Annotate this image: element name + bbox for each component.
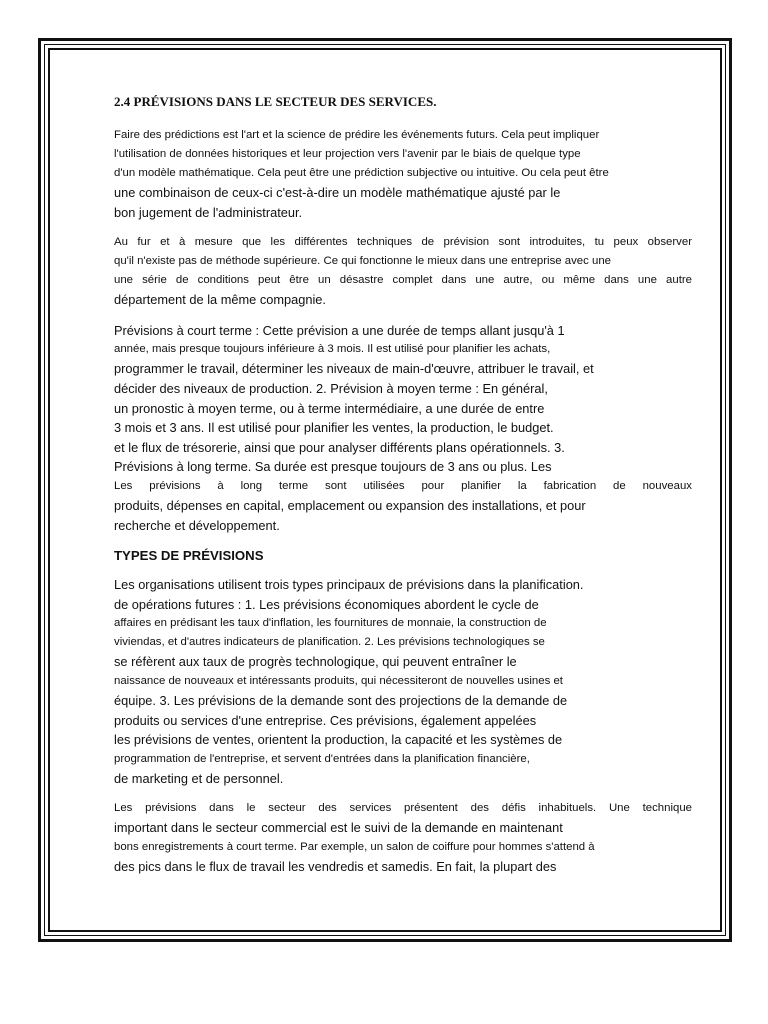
text-line: 3 mois et 3 ans. Il est utilisé pour planifier les ventes, la production, le budget. — [114, 420, 554, 436]
paragraph-types — [114, 575, 692, 788]
page-title: 2.4 PRÉVISIONS DANS LE SECTEUR DES SERVICES. — [114, 94, 437, 109]
text-line: d'un modèle mathématique. Cela peut être une prédiction subjective ou intuitive. Ou cela peut être — [114, 167, 609, 179]
text-line: département de la même compagnie. — [114, 292, 326, 308]
text-line: bon jugement de l'administrateur. — [114, 204, 303, 220]
text-line: Les prévisions dans le secteur des services présentent des défis inhabituels. Une technique — [114, 802, 692, 815]
text-line: un pronostic à moyen terme, ou à terme intermédiaire, a une durée de entre — [114, 400, 545, 416]
text-line: Prévisions à long terme. Sa durée est presque toujours de 3 ans ou plus. Les — [114, 459, 552, 475]
text-line: Prévisions à court terme : Cette prévision a une durée de temps allant jusqu'à 1 — [114, 322, 565, 338]
text-line: des pics dans le flux de travail les vendredis et samedis. En fait, la plupart des — [114, 858, 557, 874]
text-line: naissance de nouveaux et intéressants produits, qui nécessiteront de nouvelles usines et — [114, 674, 563, 687]
text-line: les prévisions de ventes, orientent la production, la capacité et les systèmes de — [114, 732, 563, 748]
text-line: une série de conditions peut être un désastre complet dans une autre, ou même dans une autre — [114, 274, 692, 287]
document-page — [114, 94, 692, 887]
text-line: se réfèrent aux taux de progrès technologique, qui peuvent entraîner le — [114, 654, 517, 670]
text-line: décider des niveaux de production. 2. Prévision à moyen terme : En général, — [114, 380, 548, 396]
text-line: Les organisations utilisent trois types principaux de prévisions dans la planification. — [114, 577, 584, 593]
text-line: qu'il n'existe pas de méthode supérieure. Ce qui fonctionne le mieux dans une entreprise avec une — [114, 255, 611, 268]
text-line: programmation de l'entreprise, et servent d'entrées dans la planification financière, — [114, 752, 530, 765]
text-line: bons enregistrements à court terme. Par exemple, un salon de coiffure pour hommes s'attend à — [114, 840, 595, 853]
paragraph-services — [114, 799, 692, 876]
text-line: viviendas, et d'autres indicateurs de planification. 2. Les prévisions technologiques se — [114, 636, 545, 649]
text-line: une combinaison de ceux-ci c'est-à-dire un modèle mathématique ajusté par le — [114, 185, 561, 200]
text-line: produits ou services d'une entreprise. Ces prévisions, également appelées — [114, 712, 537, 728]
text-line: de opérations futures : 1. Les prévisions économiques abordent le cycle de — [114, 596, 539, 612]
text-line: important dans le secteur commercial est le suivi de la demande en maintenant — [114, 820, 563, 836]
text-line: Faire des prédictions est l'art et la science de prédire les événements futurs. Cela peut impliquer — [114, 129, 600, 141]
text-line: Les prévisions à long terme sont utilisées pour planifier la fabrication de nouveaux — [114, 479, 692, 492]
paragraph-intro — [114, 126, 692, 222]
text-line: l'utilisation de données historiques et leur projection vers l'avenir par le biais de quelque type — [114, 148, 581, 160]
text-line: année, mais presque toujours inférieure à 3 mois. Il est utilisé pour planifier les achats, — [114, 343, 551, 356]
text-line: affaires en prédisant les taux d'inflation, les fournitures de monnaie, la construction de — [114, 617, 547, 630]
section-heading: TYPES DE PRÉVISIONS — [114, 548, 264, 564]
text-line: de marketing et de personnel. — [114, 770, 284, 786]
paragraph-horizons — [114, 321, 692, 535]
text-line: équipe. 3. Les prévisions de la demande sont des projections de la demande de — [114, 692, 568, 708]
text-line: programmer le travail, déterminer les niveaux de main-d'œuvre, attribuer le travail, et — [114, 361, 594, 377]
text-line: recherche et développement. — [114, 517, 280, 533]
paragraph-techniques — [114, 233, 692, 310]
text-line: Au fur et à mesure que les différentes techniques de prévision sont introduites, tu peux observer — [114, 236, 692, 249]
text-line: produits, dépenses en capital, emplacement ou expansion des installations, et pour — [114, 497, 586, 513]
text-line: et le flux de trésorerie, ainsi que pour analyser différents plans opérationnels. 3. — [114, 439, 565, 455]
